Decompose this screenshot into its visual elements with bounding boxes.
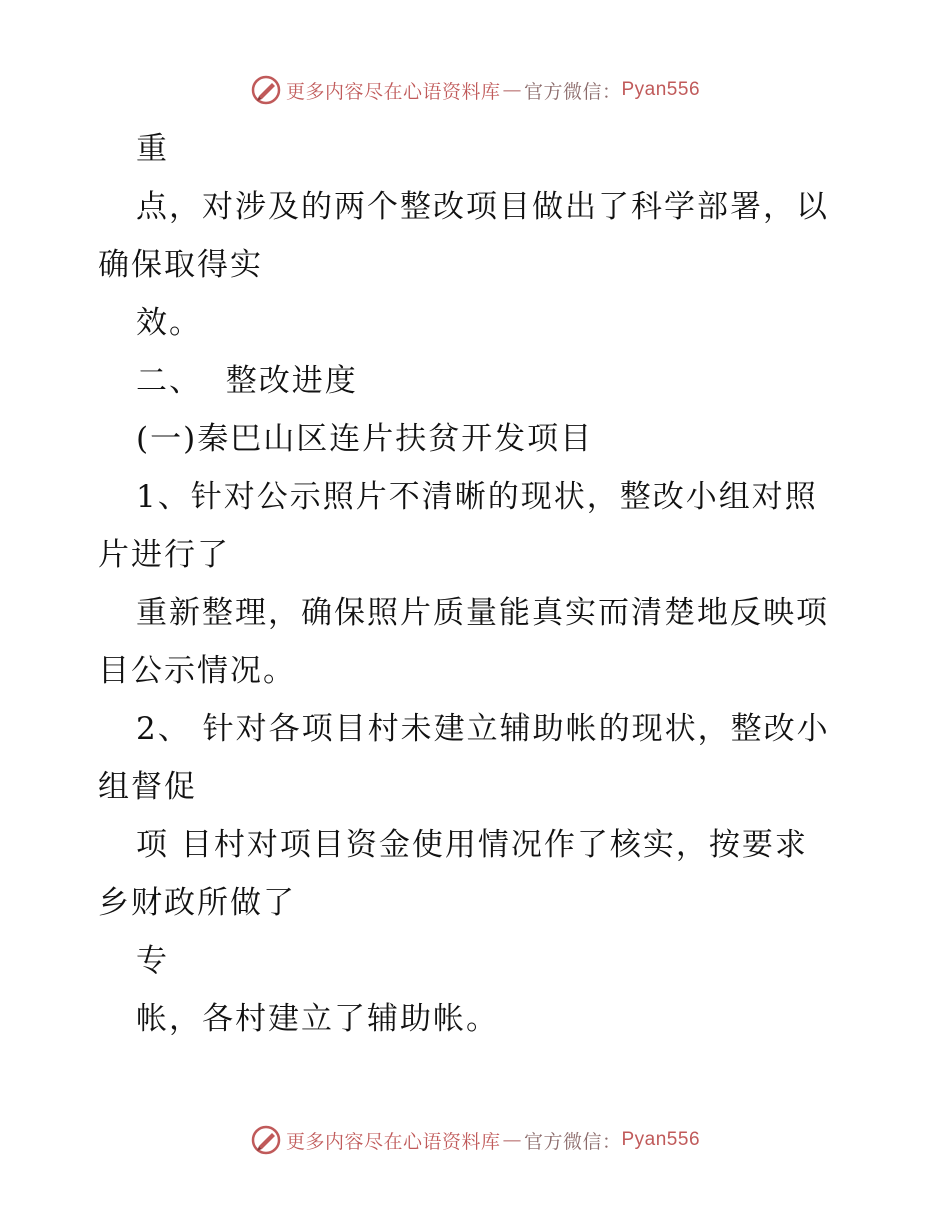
paragraph-line: 组督促 <box>98 769 197 805</box>
watermark-suffix: 官方微信： <box>523 80 622 103</box>
paragraph-line: 目公示情况。 <box>98 653 296 689</box>
paragraph-line: 确保取得实 <box>98 247 263 283</box>
paragraph-line: 点，对涉及的两个整改项目做出了科学部署，以 <box>136 189 829 225</box>
pen-logo-icon <box>250 1124 282 1156</box>
header-watermark <box>0 70 950 110</box>
watermark-text: 更多内容尽在心语资料库 <box>285 80 501 103</box>
paragraph-line: 2、 针对各项目村未建立辅助帐的现状，整改小 <box>136 711 830 747</box>
section-heading: 二、 整改进度 <box>136 363 358 399</box>
watermark-dash: — <box>502 1129 522 1151</box>
subsection-heading: (一)秦巴山区连片扶贫开发项目 <box>136 421 594 457</box>
document-body <box>98 120 858 1048</box>
paragraph-line: 重新整理，确保照片质量能真实而清楚地反映项 <box>136 595 829 631</box>
watermark-id: Pyan556 <box>621 79 701 100</box>
watermark-suffix: 官方微信： <box>523 1130 622 1153</box>
watermark-dash: — <box>502 79 522 101</box>
pen-logo-icon <box>250 74 282 106</box>
paragraph-line: 效。 <box>136 305 202 341</box>
paragraph-line: 重 <box>136 131 169 167</box>
paragraph-line: 1、针对公示照片不清晰的现状，整改小组对照 <box>136 479 818 515</box>
footer-watermark <box>0 1120 950 1160</box>
paragraph-line: 专 <box>136 943 169 979</box>
watermark-text: 更多内容尽在心语资料库 <box>285 1130 501 1153</box>
watermark-id: Pyan556 <box>621 1129 701 1150</box>
paragraph-line: 片进行了 <box>98 537 230 573</box>
paragraph-line: 项 目村对项目资金使用情况作了核实，按要求 <box>136 827 808 863</box>
paragraph-line: 帐，各村建立了辅助帐。 <box>136 1001 499 1037</box>
paragraph-line: 乡财政所做了 <box>98 885 296 921</box>
